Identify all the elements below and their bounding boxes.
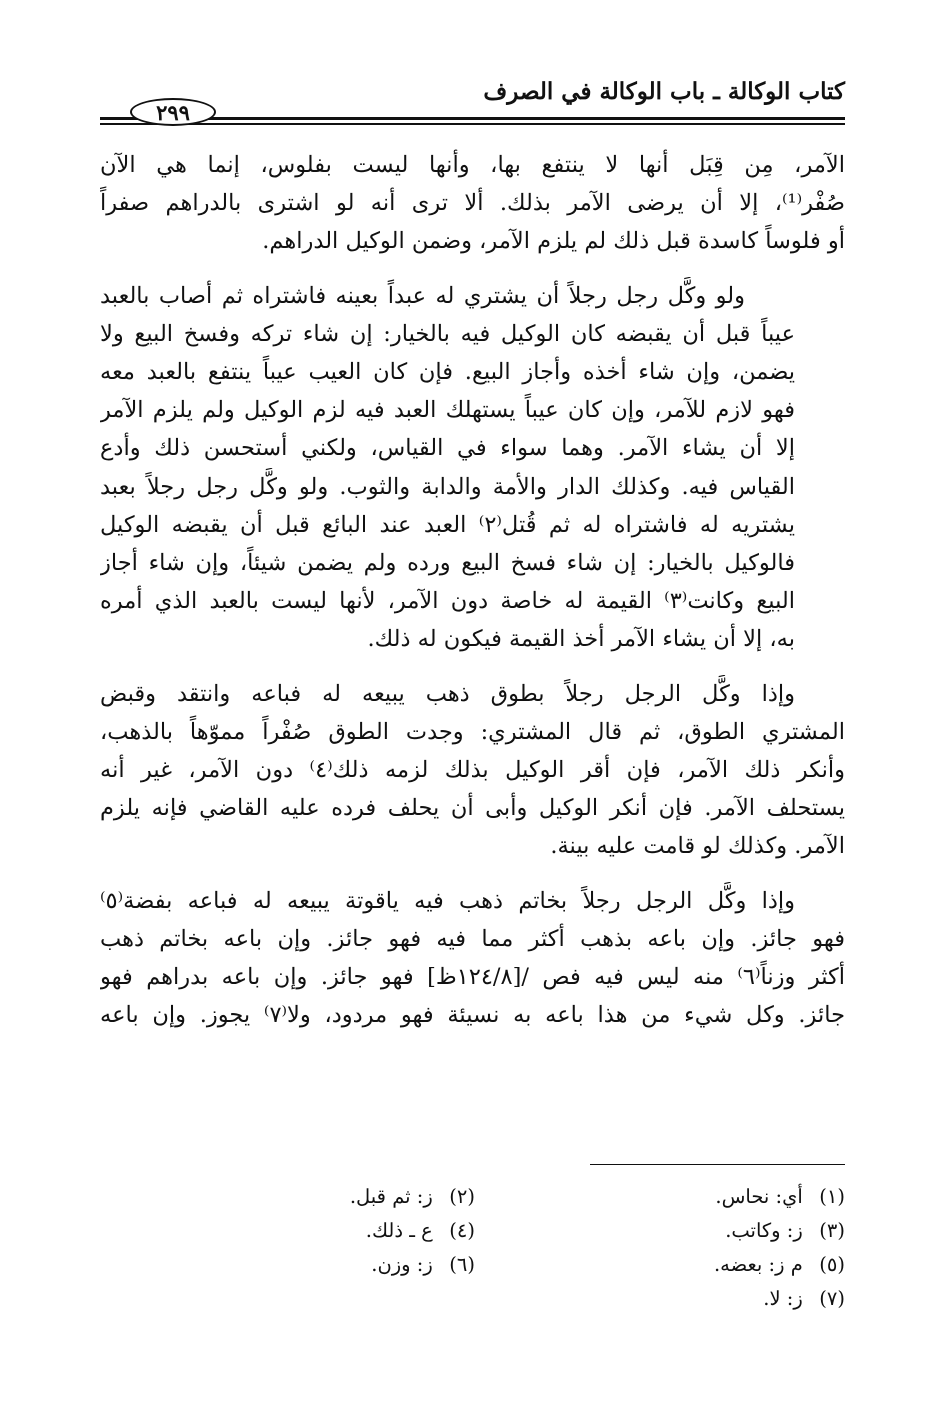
body-text xyxy=(100,146,845,1050)
footnote-row xyxy=(100,1282,845,1316)
text-line: الآمر. وكذلك لو قامت عليه بينة. xyxy=(550,833,845,860)
footnote-text: ز: وكاتب. xyxy=(725,1219,803,1242)
footnote xyxy=(475,1180,845,1214)
footnote-text: ز: ثم قبل. xyxy=(349,1185,433,1208)
header-rule-thin xyxy=(100,123,845,125)
paragraph xyxy=(100,277,845,659)
text-line: القياس فيه. وكذلك الدار والأمة والدابة والثوب. ولو وكَّل رجل رجلاً بعبد xyxy=(100,473,795,500)
footnote-number: (١) xyxy=(819,1185,845,1208)
text-line: وأنكر ذلك الآمر، فإن أقر الوكيل بذلك لزمه ذلك⁽٤⁾ دون الآمر، غير أنه xyxy=(100,757,845,784)
text-line: البيع وكانت⁽٣⁾ القيمة له خاصة دون الآمر، لأنها ليست بالعبد الذي أمره xyxy=(100,588,795,615)
footnote xyxy=(475,1214,845,1248)
text-line: يستحلف الآمر. فإن أنكر الوكيل وأبى أن يحلف فرده عليه القاضي فإنه يلزم xyxy=(100,795,845,822)
footnote-text: أي: نحاس. xyxy=(715,1185,803,1208)
footnote xyxy=(255,1180,475,1214)
text-line: فهو جائز. وإن باعه بذهب أكثر مما فيه فهو جائز. وإن باعه بخاتم ذهب xyxy=(100,925,845,952)
footnote-number: (٦) xyxy=(449,1253,475,1276)
footnotes xyxy=(100,1180,845,1316)
footnote-number: (٤) xyxy=(449,1219,475,1242)
text-line: به، إلا أن يشاء الآمر أخذ القيمة فيكون له ذلك. xyxy=(367,626,795,653)
running-header-title: كتاب الوكالة ـ باب الوكالة في الصرف xyxy=(483,78,845,105)
footnote-separator xyxy=(590,1164,845,1165)
text-line: عيباً قبل أن يقبضه كان الوكيل فيه بالخيار: إن شاء تركه وفسخ البيع ولا xyxy=(100,320,795,347)
page-number: ٢٩٩ xyxy=(156,99,190,125)
footnote xyxy=(255,1214,475,1248)
footnote-row xyxy=(100,1214,845,1248)
footnote xyxy=(475,1248,845,1282)
footnote xyxy=(255,1248,475,1282)
paragraph xyxy=(100,675,845,866)
text-line: جائز. وكل شيء من هذا باعه به نسيئة فهو مردود، ولا⁽٧⁾ يجوز. وإن باعه xyxy=(100,1002,845,1029)
footnote-number: (٥) xyxy=(819,1253,845,1276)
footnote-text: ز: لا. xyxy=(763,1287,803,1310)
text-line: ولو وكَّل رجل رجلاً أن يشتري له عبداً بعينه فاشتراه ثم أصاب بالعبد xyxy=(100,282,745,309)
text-line: وإذا وكَّل الرجل رجلاً بطوق ذهب يبيعه له فباعه وانتقد وقبض xyxy=(100,680,795,707)
text-line: فهو لازم للآمر، وإن كان عيباً يستهلك العبد فيه لزم الوكيل ولم يلزم الآمر xyxy=(100,397,795,424)
page-number-badge xyxy=(130,98,216,126)
text-line: الآمر، مِن قِبَل أنها لا ينتفع بها، وأنها ليست بفلوس، إنما هي الآن xyxy=(100,152,845,178)
text-line: صُفْر⁽¹⁾، إلا أن يرضى الآمر بذلك. ألا ترى أنه لو اشترى بالدراهم صفراً xyxy=(100,190,845,217)
text-line: أكثر وزناً⁽٦⁾ منه ليس فيه فص /[١٢٤/٨ظ] فهو جائز. وإن باعه بدراهم فهو xyxy=(100,964,845,991)
footnote-number: (٧) xyxy=(819,1287,845,1310)
text-line: يضمن، وإن شاء أخذه وأجاز البيع. فإن كان العيب عيباً ينتفع بالعبد معه xyxy=(100,359,795,386)
text-line: إلا أن يشاء الآمر. وهما سواء في القياس، ولكني أستحسن ذلك وأدع xyxy=(100,435,795,462)
text-line: المشتري الطوق، ثم قال المشتري: وجدت الطوق صُفْراً مموّهاً بالذهب، xyxy=(100,718,845,745)
footnote-number: (٣) xyxy=(819,1219,845,1242)
text-line: أو فلوساً كاسدة قبل ذلك لم يلزم الآمر، وضمن الوكيل الدراهم. xyxy=(262,228,845,255)
paragraph xyxy=(100,146,845,261)
footnote-text: ز: وزن. xyxy=(371,1253,433,1276)
footnote-number: (٢) xyxy=(449,1185,475,1208)
footnote xyxy=(475,1282,845,1316)
footnote-row xyxy=(100,1180,845,1214)
footnote-row xyxy=(100,1248,845,1282)
paragraph xyxy=(100,882,845,1035)
text-line: يشتريه له فاشتراه له ثم قُتل⁽٢⁾ العبد عند البائع قبل أن يقبضه الوكيل xyxy=(100,511,795,538)
footnote-text: م ز: بعضه. xyxy=(713,1253,803,1276)
text-line: فالوكيل بالخيار: إن شاء فسخ البيع ورده ولم يضمن شيئاً، وإن شاء أجاز xyxy=(100,550,795,577)
text-line: وإذا وكَّل الرجل رجلاً بخاتم ذهب فيه ياقوتة يبيعه له فباعه بفضة⁽٥⁾ xyxy=(100,887,795,914)
footnote-text: ع ـ ذلك. xyxy=(365,1219,433,1242)
